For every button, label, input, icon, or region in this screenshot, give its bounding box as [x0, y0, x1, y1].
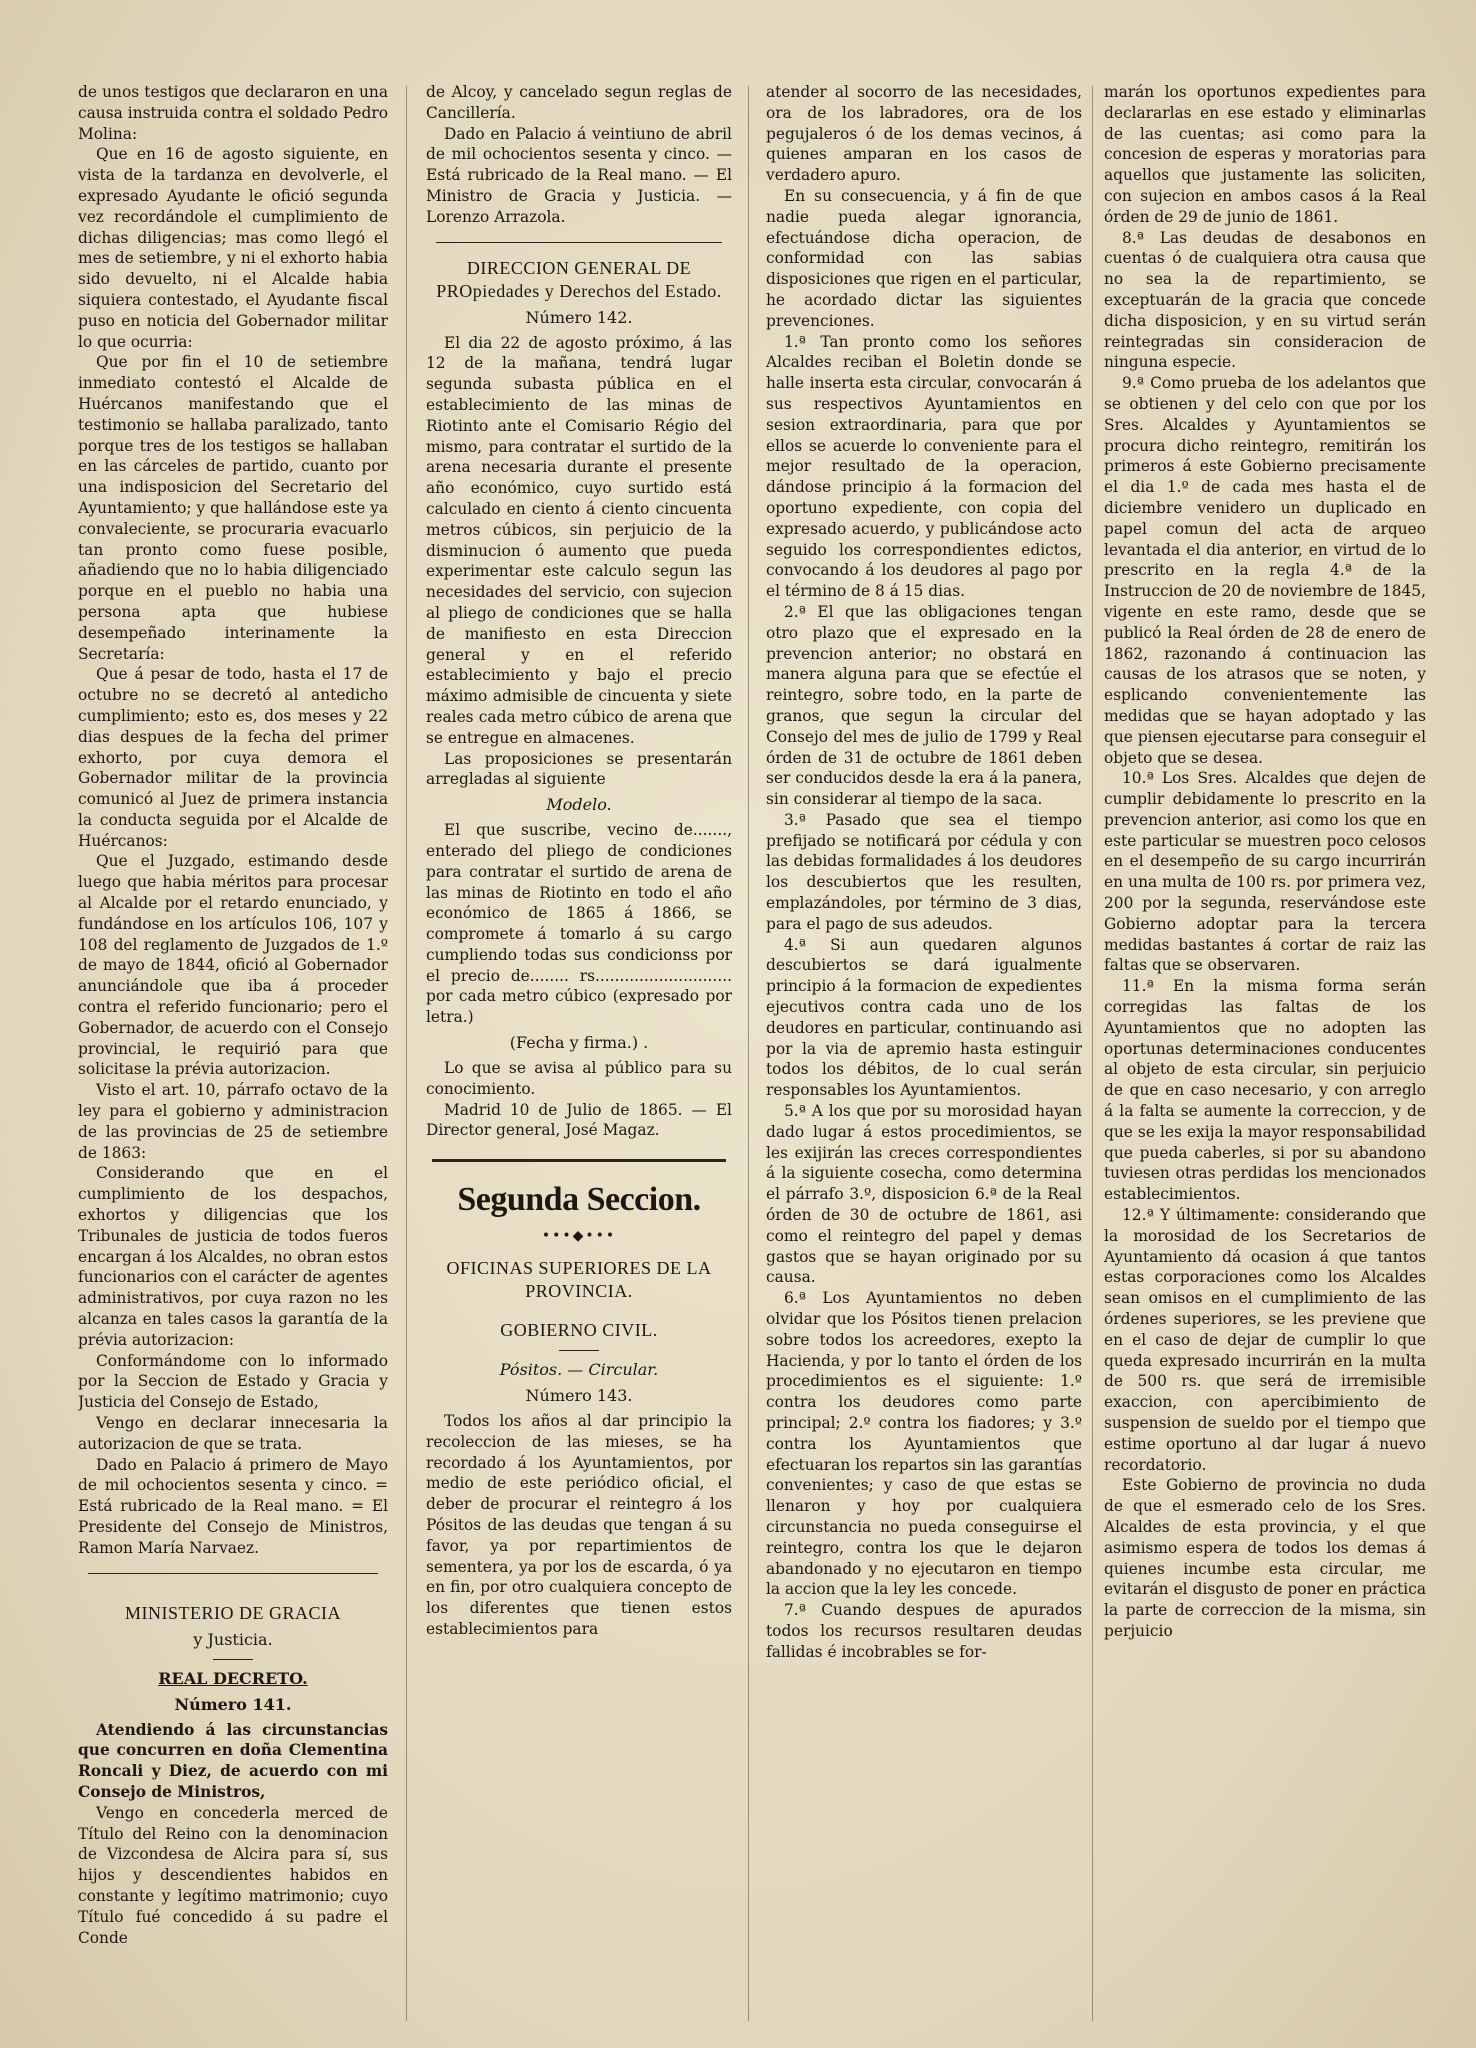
- short-rule: [559, 1350, 599, 1351]
- paragraph: Este Gobierno de provincia no duda de que el esmerado celo de los Sres. Alcaldes de esta provincia, y el que asimismo espera de todos los demas á quienes incumbe esta circular, me evitarán el disgusto de poner en práctica la parte de correccion de la misma, sin perjuicio: [1104, 1476, 1426, 1640]
- paragraph: 6.ª Los Ayuntamientos no deben olvidar que los Pósitos tienen prelacion sobre todos los acreedores, exepto la Hacienda, y por lo tanto el órden de los procedimientos es el siguiente: 1.º contra los deudores como parte principal; 2.º contra los fiadores; y 3.º contra los Ayuntamientos que efectuaran los repartos sin las garantías convenientes; y caso de que estas se llenaron y hoy por cualquiera circunstancia no pueda conseguirse el reintegro, contra los que le dejaron abandonado y no ejecutaron en tiempo la accion que la ley les concede.: [766, 1289, 1082, 1599]
- ornament: •••◆•••: [541, 1228, 617, 1245]
- paragraph: atender al socorro de las necesidades, ora de los labradores, ora de los pegujaleros ó de los demas vecinos, á quienes amparan en los casos de verdadero apuro.: [766, 83, 1082, 185]
- column-1: [78, 82, 388, 2032]
- paragraph: Dado en Palacio á veintiuno de abril de mil ochocientos sesenta y cinco. — Está rubricado de la Real mano. — El Ministro de Gracia y Justicia. — Lorenzo Arrazola.: [426, 124, 732, 226]
- paragraph: 3.ª Pasado que sea el tiempo prefijado se notificará por cédula y con las debidas formalidades á los deudores los descubiertos que les resulten, emplazándoles, por término de 3 dias, para el pago de sus adeudos.: [766, 810, 1082, 933]
- paragraph: Que en 16 de agosto siguiente, en vista de la tardanza en devolverle, el expresado Ayudante le ofició segunda vez recordándole el cumplimiento de dichas diligencias; mas como llegó el mes de setiembre, y ni el exhorto habia sido devuelto, ni el Alcalde habia siquiera contestado, el Ayudante fiscal puso en noticia del Gobernador militar lo que ocurria:: [78, 145, 388, 351]
- section-rule: [436, 242, 722, 243]
- circular-title: Pósitos. — Circular.: [499, 1360, 659, 1380]
- paragraph: 5.ª A los que por su morosidad hayan dado lugar á estos procedimientos, se les exijirán las creces correspondientes á la siguiente cosecha, como determina el párrafo 3.º, disposicion 6.ª de la Real órden de 30 de octubre de 1861, asi como el reintegro del papel y demas gastos que se hayan originado por su causa.: [766, 1102, 1082, 1287]
- section-subheading: y Justicia.: [193, 1629, 273, 1649]
- model-heading: Modelo.: [546, 795, 612, 815]
- column-divider: [748, 86, 749, 2021]
- paragraph: El que suscribe, vecino de......., enterado del pliego de condiciones para contratar el surtido de arena de las minas de Riotinto en todo el año económico de 1865 á 1866, se compromete á tomarlo á su cargo cumpliendo todas sus condicionss por el precio de........ rs............................ por cada metro cúbico (expresado por letra.): [426, 821, 732, 1027]
- paragraph: 1.ª Tan pronto como los señores Alcaldes reciban el Boletin donde se halle inserta esta circular, convocarán á sus respectivos Ayuntamientos en sesion extraordinaria, para que por ellos se acuerde lo conveniente para el mejor resultado de la operacion, dándose principio á la formacion del oportuno expediente, con copia del expresado acuerdo, y publicándose acto seguido los correspondientes edictos, convocando á los deudores al pago por el término de 8 á 15 dias.: [766, 332, 1082, 601]
- paragraph: 12.ª Y últimamente: considerando que la morosidad de los Secretarios de Ayuntamiento dá ocasion á que tantos estas corporaciones como los Alcaldes sean omisos en el cumplimiento de las órdenes superiores, se les previene que en el caso de dejar de cumplir lo que queda expresado incurrirán en la multa de 500 rs. que será de irremisible exaccion, con apercibimiento de suspension de sueldo por el tiempo que estime oportuno al dar lugar á nuevo recordatorio.: [1104, 1206, 1426, 1474]
- column-2: [426, 82, 732, 2032]
- paragraph: Conformándome con lo informado por la Seccion de Estado y Gracia y Justicia del Consejo de Estado,: [78, 1351, 388, 1412]
- paragraph: Vengo en concederla merced de Título del Reino con la denominacion de Vizcondesa de Alcira para sí, sus hijos y descendientes habidos en constante y legítimo matrimonio; cuyo Título fué concedido á su padre el Conde: [78, 1803, 388, 1947]
- signature-placeholder: (Fecha y firma.) .: [509, 1033, 649, 1053]
- paragraph: 4.ª Si aun quedaren algunos descubiertos se dará igualmente principio á la formacion de expedientes ejecutivos contra cada uno de los deudores en particular, continuando asi por la via de apremio hasta estinguir todos los débitos, de lo cual serán responsables los Ayuntamientos.: [766, 935, 1082, 1100]
- paragraph: Vengo en declarar innecesaria la autorizacion de que se trata.: [78, 1414, 388, 1453]
- decree-number: Número 141.: [174, 1694, 292, 1714]
- section-title: Segunda Seccion.: [457, 1181, 701, 1219]
- paragraph: 2.ª El que las obligaciones tengan otro plazo que el expresado en la prevencion anterior; no obstará en manera alguna para que se efectúe el reintegro, sobre todo, en la parte de granos, que segun la circular del Consejo del mes de julio de 1799 y Real órden de 31 de octubre de 1861 deben ser conducidos desde la era á la panera, sin considerar al tiempo de la saca.: [766, 602, 1082, 809]
- paragraph: de Alcoy, y cancelado segun reglas de Cancillería.: [426, 83, 732, 122]
- section-heading: GOBIERNO CIVIL.: [500, 1320, 658, 1341]
- paragraph: Que por fin el 10 de setiembre inmediato contestó el Alcalde de Huércanos manifestando que el testimonio se hallaba paralizado, tanto porque tres de los testigos se hallaban en las cárceles de partido, cuanto por una indisposicion del Secretario del Ayuntamiento; y que hallándose este ya convaleciente, se procuraria evacuarlo tan pronto como fuese posible, añadiendo que no lo habia diligenciado porque en el pueblo no habia una persona apta que hubiese desempeñado interinamente la Secretaría:: [78, 353, 388, 663]
- paragraph: En su consecuencia, y á fin de que nadie pueda alegar ignorancia, efectuándose dicha operacion, de conformidad con las sabias disposiciones que rigen en el particular, he acordado dictar las siguientes prevenciones.: [766, 186, 1082, 330]
- paragraph: Lo que se avisa al público para su conocimiento.: [426, 1059, 732, 1098]
- paragraph: marán los oportunos expedientes para declararlas en ese estado y eliminarlas de las cuentas; asi como para la concesion de esperas y moratorias para aquellos que justamente las soliciten, con sujecion en ambos casos á la Real órden de 29 de junio de 1861.: [1104, 83, 1426, 226]
- paragraph: 11.ª En la misma forma serán corregidas las faltas de los Ayuntamientos que no adopten las oportunas determinaciones conducentes al objeto de esta circular, sin perjuicio de que en caso necesario, y con arreglo á la falta se aumente la correccion, y de que se les exija la mayor responsabilidad que pueda caberles, si por su abandono tuviesen otras perdidas los mencionados establecimientos.: [1104, 977, 1426, 1204]
- paragraph: 10.ª Los Sres. Alcaldes que dejen de cumplir debidamente lo prescrito en la prevencion anterior, asi como los que en este particular se muestren poco celosos en el desempeño de su cargo incurrirán en una multa de 100 rs. por primera vez, 200 por la segunda, reservándose este Gobierno adoptar para la tercera medidas bastantes á cortar de raiz las faltas que se observaren.: [1104, 769, 1426, 975]
- column-4: [1104, 82, 1426, 2032]
- notice-number: Número 142.: [525, 307, 633, 327]
- paragraph: Madrid 10 de Julio de 1865. — El Director general, José Magaz.: [426, 1100, 732, 1140]
- column-3: [766, 82, 1082, 2032]
- paragraph: Atendiendo á las circunstancias que concurren en doña Clementina Roncali y Diez, de acuerdo con mi Consejo de Ministros,: [78, 1720, 388, 1801]
- column-divider: [1092, 86, 1093, 2021]
- paragraph: Que á pesar de todo, hasta el 17 de octubre no se decretó al antedicho cumplimiento; esto es, dos meses y 22 dias despues de la fecha del primer exhorto, por cuya demora el Gobernador militar de la provincia comunicó al Juez de primera instancia la conducta seguida por el Alcalde de Huércanos:: [78, 665, 388, 850]
- paragraph: Considerando que en el cumplimiento de los despachos, exhortos y diligencias que los Tribunales de justicia de todos fueros encargan á los Alcaldes, no obran estos funcionarios con el carácter de agentes administrativos, por cuya razon no les alcanza en tales casos la garantía de la prévia autorizacion:: [78, 1164, 388, 1349]
- section-rule: [432, 1159, 726, 1162]
- paragraph: Dado en Palacio á primero de Mayo de mil ochocientos sesenta y cinco. = Está rubricado de la Real mano. = El Presidente del Consejo de Ministros, Ramon María Narvaez.: [78, 1455, 388, 1557]
- column-divider: [406, 86, 407, 2021]
- paragraph: 8.ª Las deudas de desabonos en cuentas ó de cualquiera otra causa que no sea la de repartimiento, se exceptuarán de la gracia que concede dicha disposicion, y en su virtud serán reintegradas sin consideracion de ninguna especie.: [1104, 228, 1426, 372]
- paragraph: Todos los años al dar principio la recoleccion de las mieses, se ha recordado á los Ayuntamientos, por medio de este periódico oficial, el deber de procurar el reintegro á los Pósitos de las deudas que tengan á su favor, ya por repartimientos de sementera, ya por los de escarda, ó ya en fin, por otro cualquiera concepto de los diferentes que tienen estos establecimientos para: [426, 1412, 732, 1639]
- paragraph: Las proposiciones se presentarán arregladas al siguiente: [426, 749, 732, 789]
- paragraph: 7.ª Cuando despues de apurados todos los recursos resultaren deudas fallidas é incobrables se for-: [766, 1601, 1082, 1661]
- paragraph: Visto el art. 10, párrafo octavo de la ley para el gobierno y administracion de las provincias de 25 de setiembre de 1863:: [78, 1081, 388, 1162]
- section-heading: MINISTERIO DE GRACIA: [125, 1602, 341, 1623]
- paragraph: 9.ª Como prueba de los adelantos que se obtienen y del celo con que por los Sres. Alcaldes y Ayuntamientos se procura dicho reintegro, remitirán los primeros á este Gobierno precisamente el dia 1.º de cada mes hasta el de diciembre venidero un duplicado en papel comun del acta de arqueo levantada el dia anterior, en virtud de lo prescrito en la regla 4.ª de la Instruccion de 20 de noviembre de 1845, vigente en este ramo, desde que se publicó la Real órden de 28 de enero de 1862, razonando á continuacion las causas de los atrasos que se noten, y esplicando convenientemente las medidas que se hayan adoptado y las que piensen ejecutarse para conseguir el objeto que se desea.: [1104, 374, 1426, 767]
- section-rule: [88, 1573, 378, 1574]
- paragraph: de unos testigos que declararon en una causa instruida contra el soldado Pedro Molina:: [78, 83, 388, 143]
- section-heading: DIRECCION GENERAL DE PROpiedades y Derechos del Estado.: [436, 257, 722, 301]
- short-rule: [213, 1659, 253, 1660]
- paragraph: El dia 22 de agosto próximo, á las 12 de la mañana, tendrá lugar segunda subasta pública en el establecimiento de las minas de Riotinto ante el Comisario Régio del mismo, para contratar el surtido de la arena necesaria durante el presente año económico, cuyo surtido está calculado en ciento á ciento cincuenta metros cúbicos, sin perjuicio de la disminucion ó aumento que pueda experimentar este calculo segun las necesidades del servicio, con sujecion al pliego de condiciones que se halla de manifiesto en esta Direccion general y en el referido establecimiento y bajo el precio máximo admisible de cincuenta y siete reales cada metro cúbico de arena que se entregue en almacenes.: [426, 333, 732, 747]
- paragraph: Que el Juzgado, estimando desde luego que habia méritos para procesar al Alcalde por el retardo enunciado, y fundándose en los artículos 106, 107 y 108 del reglamento de Juzgados de 1.º de mayo de 1844, ofició al Gobernador anunciándole que iba á proceder contra el referido funcionario; pero el Gobernador, de acuerdo con el Consejo provincial, le requirió para que solicitase la prévia autorizacion.: [78, 852, 388, 1079]
- decree-heading: REAL DECRETO.: [158, 1668, 308, 1688]
- section-heading: OFICINAS SUPERIORES DE LA PROVINCIA.: [446, 1258, 712, 1302]
- circular-number: Número 143.: [525, 1386, 633, 1406]
